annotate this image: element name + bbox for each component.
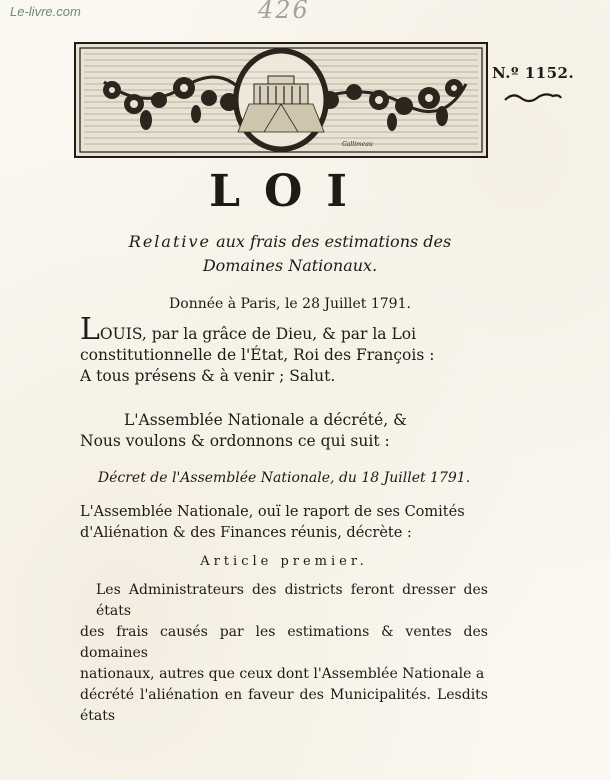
date-line: Donnée à Paris, le 28 Juillet 1791.	[169, 296, 411, 312]
watermark: Le-livre.com	[10, 4, 81, 19]
subtitle-line2: Domaines Nationaux.	[202, 256, 378, 275]
article-line2: des frais causés par les estimations & ventes des domaines	[80, 624, 488, 661]
decree-heading: Décret de l'Assemblée Nationale, du 18 Juillet 1791.	[97, 470, 471, 486]
preamble-line2: constitutionnelle de l'État, Roi des François :	[80, 346, 435, 364]
preamble-line3: A tous présens & à venir ; Salut.	[80, 367, 336, 385]
article-text	[80, 580, 488, 727]
subtitle-line1: aux frais des estimations des	[211, 232, 452, 251]
engraver-signature: Gallimeau	[342, 141, 373, 148]
preamble-paragraph	[80, 312, 488, 387]
article-line4: décrété l'aliénation en faveur des Municipalités. Lesdits états	[80, 687, 488, 724]
decree-intro-line2: d'Aliénation & des Finances réunis, décrète :	[80, 525, 412, 541]
document-number: N.º 1152.	[492, 64, 575, 82]
flourish-ornament	[503, 90, 563, 106]
assembly-paragraph	[80, 410, 488, 452]
assembly-line1: L'Assemblée Nationale a décrété, &	[124, 411, 407, 429]
assembly-line2: Nous voulons & ordonnons ce qui suit :	[80, 432, 390, 450]
article-line1: Les Administrateurs des districts feront dresser des états	[96, 582, 488, 619]
engraved-vignette	[74, 42, 488, 158]
document-title: LOI	[209, 166, 371, 217]
preamble-line1: OUIS, par la grâce de Dieu, & par la Loi	[99, 325, 417, 343]
subtitle-prefix: Relative	[128, 232, 211, 251]
handwritten-number: 426	[258, 0, 310, 24]
document-subtitle	[40, 230, 540, 278]
decree-intro-line1: L'Assemblée Nationale, ouï le raport de ses Comités	[80, 504, 465, 520]
preamble-initial: L	[80, 312, 100, 347]
decree-intro-paragraph	[80, 502, 488, 544]
article-line3: nationaux, autres que ceux dont l'Assemblée Nationale a	[80, 666, 485, 682]
article-heading: Article premier.	[200, 554, 368, 569]
